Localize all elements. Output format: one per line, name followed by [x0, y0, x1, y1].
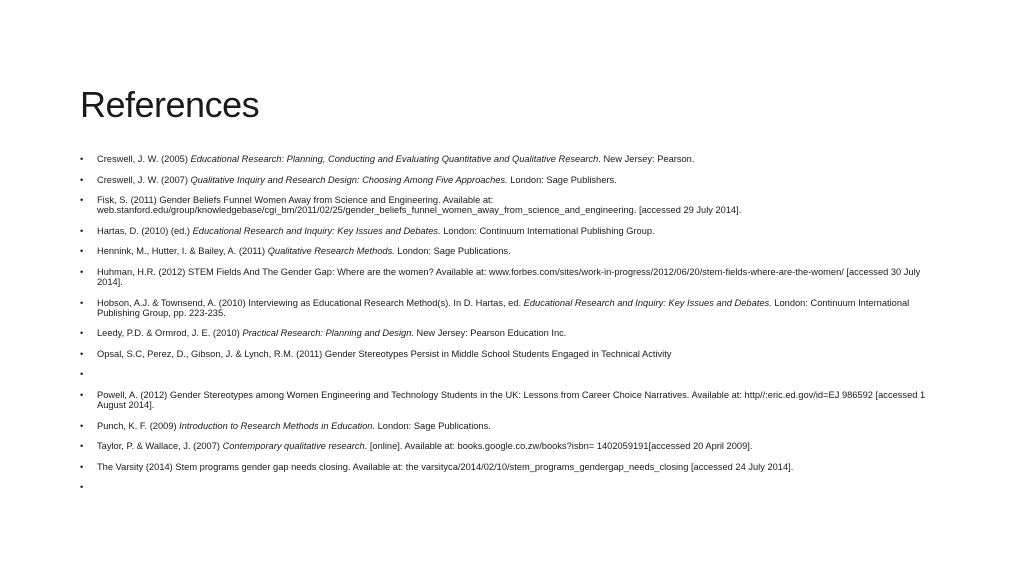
reference-text: Leedy, P.D. & Ormrod, J. E. (2010): [97, 328, 243, 339]
reference-text: Fisk, S. (2011) Gender Beliefs Funnel Women Away from Science and Engineering. Available at: web.stanford.edu/group/knowledgebase/cgi_bm/2011/02/25/gender_beliefs_funnel_women_away_from_science_and_engineering. [accessed 29 July 2014].: [97, 195, 742, 216]
reference-publisher: London: Sage Publications.: [375, 420, 491, 431]
reference-publisher: London: Sage Publications.: [394, 246, 511, 257]
reference-text: Huhman, H.R. (2012) STEM Fields And The Gender Gap: Where are the women? Available at: www.forbes.com/sites/work-in-progress/2012/06/20/stem-fields-where-are-the-women/ [accessed 30 July 2014].: [97, 266, 921, 287]
reference-title: Practical Research: Planning and Design.: [242, 328, 414, 339]
reference-item: [80, 246, 940, 256]
reference-text: Hobson, A.J. & Townsend, A. (2010) Interviewing as Educational Research Method(s). In D. Hartas, ed.: [97, 297, 524, 308]
reference-text: Punch, K. F. (2009): [97, 420, 180, 431]
reference-item: [80, 390, 940, 410]
reference-item: [80, 462, 940, 472]
reference-item: [80, 195, 940, 215]
reference-item: [80, 421, 940, 431]
reference-text: Hennink, M., Hutter, I. & Bailey, A. (2011): [97, 246, 268, 257]
reference-publisher: London: Continuum International Publishing Group.: [440, 225, 655, 236]
reference-publisher: London: Sage Publishers.: [507, 174, 617, 185]
reference-text: Creswell, J. W. (2005): [97, 154, 191, 164]
reference-item: [80, 175, 940, 185]
reference-publisher: . [online]. Available at: books.google.co.zw/books?isbn= 1402059191[accessed 20 April 2009].: [364, 441, 753, 452]
reference-publisher: New Jersey: Pearson Education Inc.: [413, 328, 567, 339]
reference-title: Qualitative Inquiry and Research Design: Choosing Among Five Approaches.: [190, 174, 508, 185]
reference-item: [80, 267, 940, 287]
reference-title: Educational Research and Inquiry: Key Issues and Debates.: [523, 297, 772, 308]
reference-text: Powell, A. (2012) Gender Stereotypes among Women Engineering and Technology Students in the UK: Lessons from Career Choice Narratives. Available at: http//:eric.ed.gov/id=EJ 986592 [accessed 1 August 2014].: [97, 389, 926, 410]
reference-item: [80, 349, 940, 359]
reference-publisher: London: Continuum International Publishing Group, pp. 223-235.: [97, 297, 910, 318]
reference-title: Educational Research and Inquiry: Key Issues and Debates.: [192, 225, 441, 236]
reference-text: Creswell, J. W. (2007): [97, 174, 191, 185]
reference-text: The Varsity (2014) Stem programs gender gap needs closing. Available at: the varsityca/2014/02/10/stem_programs_gendergap_needs_closing [accessed 24 July 2014].: [97, 461, 794, 472]
reference-title: Qualitative Research Methods.: [267, 246, 395, 257]
reference-item: [80, 441, 940, 451]
reference-title: Educational Research: Planning, Conducting and Evaluating Quantitative and Qualitative Research: [190, 154, 599, 164]
reference-text: Hartas, D. (2010) (ed.): [97, 225, 193, 236]
reference-item: [80, 226, 940, 236]
reference-item: [80, 328, 940, 338]
reference-text: Taylor, P. & Wallace, J. (2007): [97, 441, 223, 452]
reference-title: Introduction to Research Methods in Education.: [179, 420, 376, 431]
reference-item-empty: [80, 482, 940, 492]
reference-text: Opsal, S.C, Perez, D., Gibson, J. & Lynch, R.M. (2011) Gender Stereotypes Persist in Middle School Students Engaged in Technical Activity: [97, 348, 672, 359]
reference-item: [80, 298, 940, 318]
reference-item-empty: [80, 369, 940, 379]
slide-title: References: [80, 84, 260, 125]
reference-list: [80, 154, 940, 503]
reference-item: [80, 154, 940, 164]
reference-title: Contemporary qualitative research: [222, 441, 365, 452]
reference-publisher: . New Jersey: Pearson.: [598, 154, 695, 164]
